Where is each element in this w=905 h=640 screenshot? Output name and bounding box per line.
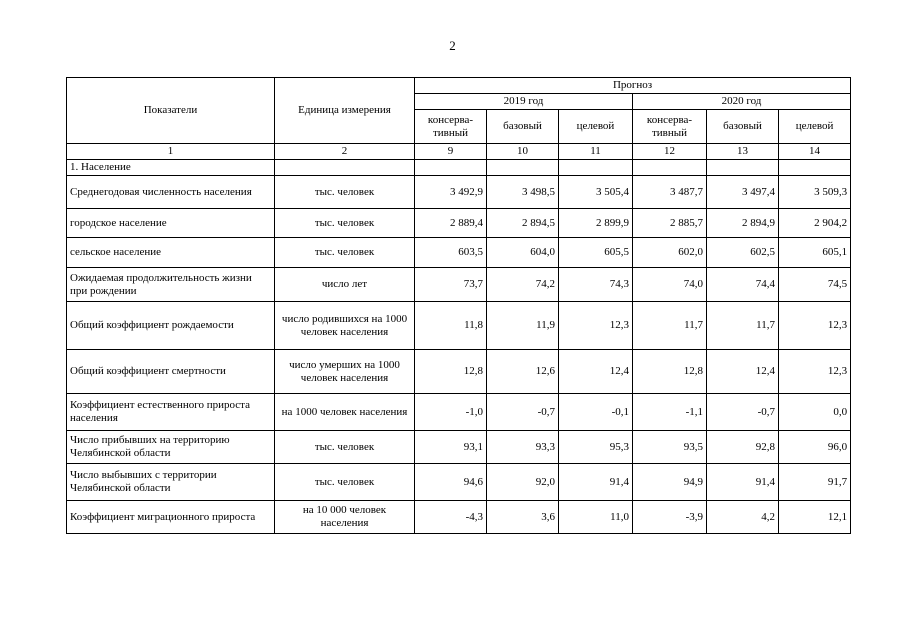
row-value: 12,1: [779, 501, 851, 534]
row-unit: тыс. человек: [275, 209, 415, 238]
row-value: -3,9: [633, 501, 707, 534]
table-row: [67, 302, 851, 350]
row-value: -1,0: [415, 394, 487, 431]
row-value: 94,6: [415, 464, 487, 501]
row-value: -0,1: [559, 394, 633, 431]
row-value: 92,8: [707, 431, 779, 464]
column-number: 2: [275, 144, 415, 160]
row-unit: тыс. человек: [275, 238, 415, 268]
row-value: 12,3: [559, 302, 633, 350]
row-value: 74,5: [779, 268, 851, 302]
table-row: [67, 394, 851, 431]
row-value: 95,3: [559, 431, 633, 464]
row-value: 603,5: [415, 238, 487, 268]
row-indicator: Ожидаемая продолжительность жизни при рождении: [67, 268, 275, 302]
row-value: 94,9: [633, 464, 707, 501]
row-value: 74,4: [707, 268, 779, 302]
column-number: 13: [707, 144, 779, 160]
row-value: 12,6: [487, 350, 559, 394]
row-value: 91,4: [707, 464, 779, 501]
row-value: 0,0: [779, 394, 851, 431]
row-value: 74,0: [633, 268, 707, 302]
row-unit: тыс. человек: [275, 176, 415, 209]
row-value: 93,1: [415, 431, 487, 464]
row-indicator: Среднегодовая численность населения: [67, 176, 275, 209]
row-indicator: сельское население: [67, 238, 275, 268]
row-value: 3 492,9: [415, 176, 487, 209]
row-value: 2 889,4: [415, 209, 487, 238]
header-variant-target: целевой: [779, 110, 851, 144]
column-number: 9: [415, 144, 487, 160]
row-value: 91,4: [559, 464, 633, 501]
header-variant-conservative: консерва-тивный: [415, 110, 487, 144]
empty-cell: [633, 160, 707, 176]
row-value: 93,3: [487, 431, 559, 464]
header-forecast: Прогноз: [415, 78, 851, 94]
row-value: 2 899,9: [559, 209, 633, 238]
row-value: 2 894,5: [487, 209, 559, 238]
row-value: 73,7: [415, 268, 487, 302]
row-unit: на 1000 человек населения: [275, 394, 415, 431]
empty-cell: [707, 160, 779, 176]
table-row: [67, 238, 851, 268]
row-unit: на 10 000 человек населения: [275, 501, 415, 534]
row-value: 12,3: [779, 302, 851, 350]
empty-cell: [275, 160, 415, 176]
header-variant-base: базовый: [707, 110, 779, 144]
header-variant-conservative: консерва-тивный: [633, 110, 707, 144]
row-value: -1,1: [633, 394, 707, 431]
row-indicator: Коэффициент естественного прироста населения: [67, 394, 275, 431]
row-indicator: Число выбывших с территории Челябинской области: [67, 464, 275, 501]
table-row: [67, 268, 851, 302]
column-number: 14: [779, 144, 851, 160]
header-indicator: Показатели: [67, 78, 275, 144]
table-row: [67, 176, 851, 209]
row-indicator: Коэффициент миграционного прироста: [67, 501, 275, 534]
row-value: 2 894,9: [707, 209, 779, 238]
section-row: [67, 160, 851, 176]
empty-cell: [779, 160, 851, 176]
section-title: 1. Население: [67, 160, 275, 176]
row-value: 11,8: [415, 302, 487, 350]
row-value: 96,0: [779, 431, 851, 464]
row-value: -0,7: [487, 394, 559, 431]
row-value: 604,0: [487, 238, 559, 268]
row-value: 11,7: [707, 302, 779, 350]
row-value: 12,8: [415, 350, 487, 394]
row-value: 91,7: [779, 464, 851, 501]
row-value: 3 505,4: [559, 176, 633, 209]
row-value: 2 885,7: [633, 209, 707, 238]
header-variant-target: целевой: [559, 110, 633, 144]
column-number-row: [67, 144, 851, 160]
row-value: 602,0: [633, 238, 707, 268]
row-value: 11,9: [487, 302, 559, 350]
table-row: [67, 350, 851, 394]
column-number: 12: [633, 144, 707, 160]
row-value: 74,3: [559, 268, 633, 302]
empty-cell: [415, 160, 487, 176]
row-indicator: Общий коэффициент рождаемости: [67, 302, 275, 350]
row-value: 2 904,2: [779, 209, 851, 238]
header-unit: Единица измерения: [275, 78, 415, 144]
column-number: 1: [67, 144, 275, 160]
row-value: 602,5: [707, 238, 779, 268]
row-value: 74,2: [487, 268, 559, 302]
row-value: 605,5: [559, 238, 633, 268]
row-value: 3 509,3: [779, 176, 851, 209]
table-row: [67, 209, 851, 238]
empty-cell: [559, 160, 633, 176]
row-value: 92,0: [487, 464, 559, 501]
row-value: 12,4: [559, 350, 633, 394]
row-unit: тыс. человек: [275, 464, 415, 501]
row-value: -0,7: [707, 394, 779, 431]
row-unit: число родившихся на 1000 человек населения: [275, 302, 415, 350]
column-number: 10: [487, 144, 559, 160]
table-row: [67, 431, 851, 464]
row-value: 93,5: [633, 431, 707, 464]
row-unit: число умерших на 1000 человек населения: [275, 350, 415, 394]
row-indicator: городское население: [67, 209, 275, 238]
row-value: 4,2: [707, 501, 779, 534]
row-unit: тыс. человек: [275, 431, 415, 464]
row-value: 3 487,7: [633, 176, 707, 209]
row-value: 12,8: [633, 350, 707, 394]
row-value: 11,7: [633, 302, 707, 350]
row-indicator: Общий коэффициент смертности: [67, 350, 275, 394]
forecast-table: [66, 77, 851, 534]
column-number: 11: [559, 144, 633, 160]
header-year-2019: 2019 год: [415, 94, 633, 110]
header-variant-base: базовый: [487, 110, 559, 144]
page-number: 2: [449, 38, 456, 53]
header-year-2020: 2020 год: [633, 94, 851, 110]
row-value: 12,4: [707, 350, 779, 394]
row-value: 605,1: [779, 238, 851, 268]
row-value: -4,3: [415, 501, 487, 534]
row-value: 3 498,5: [487, 176, 559, 209]
header-row-forecast: [67, 78, 851, 94]
row-value: 3 497,4: [707, 176, 779, 209]
row-unit: число лет: [275, 268, 415, 302]
table-row: [67, 464, 851, 501]
table-row: [67, 501, 851, 534]
row-indicator: Число прибывших на территорию Челябинской области: [67, 431, 275, 464]
empty-cell: [487, 160, 559, 176]
row-value: 11,0: [559, 501, 633, 534]
row-value: 12,3: [779, 350, 851, 394]
row-value: 3,6: [487, 501, 559, 534]
